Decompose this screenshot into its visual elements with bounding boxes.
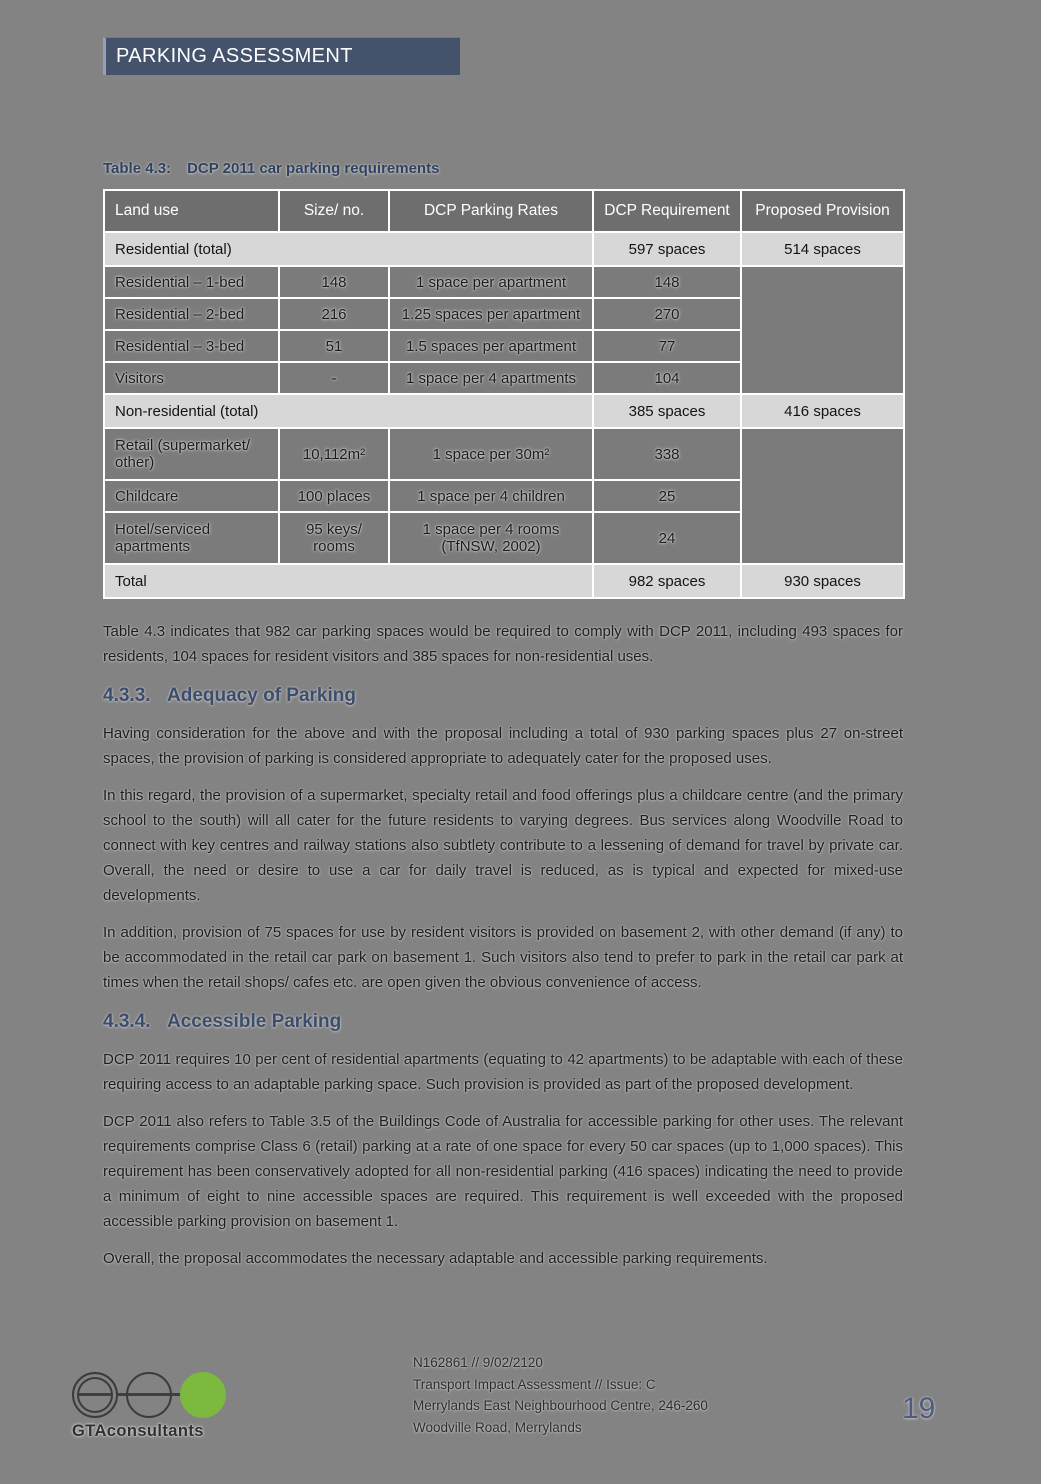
logo-circle-icon	[126, 1372, 172, 1418]
section-heading-adequacy	[103, 685, 903, 707]
cell-label: Childcare	[104, 480, 279, 512]
merged-provision-cell-nonresidential	[741, 428, 904, 564]
table-header-row	[104, 190, 904, 232]
cell-size: 216	[279, 298, 389, 330]
cell-label: Retail (supermarket/ other)	[104, 428, 279, 480]
section-heading-accessible	[103, 1011, 903, 1033]
cell-provision: 514 spaces	[741, 232, 904, 266]
cell-label: Visitors	[104, 362, 279, 394]
row-residential-1bed	[104, 266, 904, 298]
cell-size: 100 places	[279, 480, 389, 512]
column-header-provision: Proposed Provision	[741, 190, 904, 232]
cell-rate: 1 space per 4 rooms (TfNSW, 2002)	[389, 512, 593, 564]
section-banner-title: PARKING ASSESSMENT	[116, 45, 353, 67]
cell-size: -	[279, 362, 389, 394]
cell-requirement: 104	[593, 362, 741, 394]
paragraph: In addition, provision of 75 spaces for use by resident visitors is provided on basement 2, with other demand (if any) to be accommodated in the retail car park on basement 1. Such visitors also tend to prefer to park in the retail car park at times when the retail shops/ cafes etc. are open given the obvious convenience of access.	[103, 924, 903, 991]
gta-logo	[72, 1372, 242, 1442]
cell-rate: 1.5 spaces per apartment	[389, 330, 593, 362]
table-caption	[103, 160, 903, 177]
cell-requirement: 338	[593, 428, 741, 480]
footer-project-name: Merrylands East Neighbourhood Centre, 246-260	[413, 1398, 708, 1413]
paragraph: In this regard, the provision of a supermarket, specialty retail and food offerings plus a childcare centre (and the primary school to the south) will all cater for the future residents to varying degrees. Bus services along Woodville Road to connect with key centres and railway stations also subtlety contribute to a lessening of demand for travel by private car. Overall, the need or desire to use a car for daily travel is reduced, as is typical and expected for mixed-use developments.	[103, 787, 903, 904]
cell-label: Hotel/serviced apartments	[104, 512, 279, 564]
merged-provision-cell-residential	[741, 266, 904, 394]
page-content	[103, 160, 903, 1283]
column-header-rates: DCP Parking Rates	[389, 190, 593, 232]
footer-project-number: N162861 // 9/02/2120	[413, 1355, 543, 1370]
page-number: 19	[902, 1392, 936, 1425]
cell-requirement: 597 spaces	[593, 232, 741, 266]
cell-provision: 930 spaces	[741, 564, 904, 598]
column-header-size: Size/ no.	[279, 190, 389, 232]
cell-rate: 1 space per 4 children	[389, 480, 593, 512]
cell-rate: 1 space per 4 apartments	[389, 362, 593, 394]
row-total	[104, 564, 904, 598]
column-header-requirement: DCP Requirement	[593, 190, 741, 232]
intro-paragraph: Table 4.3 indicates that 982 car parking spaces would be required to comply with DCP 2011, including 493 spaces for residents, 104 spaces for resident visitors and 385 spaces for non-residential uses.	[103, 623, 903, 665]
logo-ring-icon	[72, 1372, 118, 1418]
cell-requirement: 148	[593, 266, 741, 298]
cell-requirement: 270	[593, 298, 741, 330]
row-residential-total	[104, 232, 904, 266]
cell-size: 95 keys/ rooms	[279, 512, 389, 564]
footer-info	[413, 1352, 708, 1438]
cell-requirement: 25	[593, 480, 741, 512]
parking-requirements-table	[103, 189, 905, 599]
cell-rate: 1 space per apartment	[389, 266, 593, 298]
table-caption-text: DCP 2011 car parking requirements	[187, 160, 440, 177]
paragraph: Overall, the proposal accommodates the necessary adaptable and accessible parking requirements.	[103, 1250, 768, 1267]
cell-requirement: 77	[593, 330, 741, 362]
cell-size: 51	[279, 330, 389, 362]
section-number: 4.3.3.	[103, 685, 151, 706]
paragraph: DCP 2011 also refers to Table 3.5 of the Buildings Code of Australia for accessible parking for other uses. The relevant requirements comprise Class 6 (retail) parking at a rate of one space for every 50 car spaces (up to 1,000 spaces). This requirement has been conservatively adopted for all non-residential parking (416 spaces) indicating the need to provide a minimum of eight to nine accessible spaces are required. This requirement is well exceeded with the proposed accessible parking provision on basement 1.	[103, 1113, 903, 1230]
footer-project-address: Woodville Road, Merrylands	[413, 1419, 582, 1435]
cell-requirement: 385 spaces	[593, 394, 741, 428]
row-retail	[104, 428, 904, 480]
section-title: Adequacy of Parking	[167, 685, 356, 706]
cell-provision: 416 spaces	[741, 394, 904, 428]
cell-rate: 1 space per 30m²	[389, 428, 593, 480]
row-nonresidential-total	[104, 394, 904, 428]
section-banner	[103, 37, 460, 75]
cell-size: 10,112m²	[279, 428, 389, 480]
footer-report-title: Transport Impact Assessment // Issue: C	[413, 1376, 656, 1392]
paragraph: Having consideration for the above and with the proposal including a total of 930 parking spaces plus 27 on-street spaces, the provision of parking is considered appropriate to adequately cater for the proposed uses.	[103, 725, 903, 767]
cell-requirement: 24	[593, 512, 741, 564]
cell-label: Residential – 2-bed	[104, 298, 279, 330]
cell-requirement: 982 spaces	[593, 564, 741, 598]
table-caption-label: Table 4.3:	[103, 160, 172, 177]
cell-size: 148	[279, 266, 389, 298]
logo-green-dot-icon	[180, 1372, 226, 1418]
cell-label: Residential – 3-bed	[104, 330, 279, 362]
logo-wordmark: GTAconsultants	[72, 1422, 204, 1440]
section-number: 4.3.4.	[103, 1011, 151, 1032]
cell-rate: 1.25 spaces per apartment	[389, 298, 593, 330]
cell-label: Residential – 1-bed	[104, 266, 279, 298]
section-title: Accessible Parking	[167, 1011, 342, 1032]
cell-label: Residential (total)	[104, 232, 593, 266]
cell-label: Total	[104, 564, 593, 598]
cell-label: Non-residential (total)	[104, 394, 593, 428]
column-header-land-use: Land use	[104, 190, 279, 232]
paragraph: DCP 2011 requires 10 per cent of residential apartments (equating to 42 apartments) to be adaptable with each of these requiring access to an adaptable parking space. Such provision is provided as part of the proposed development.	[103, 1051, 903, 1093]
